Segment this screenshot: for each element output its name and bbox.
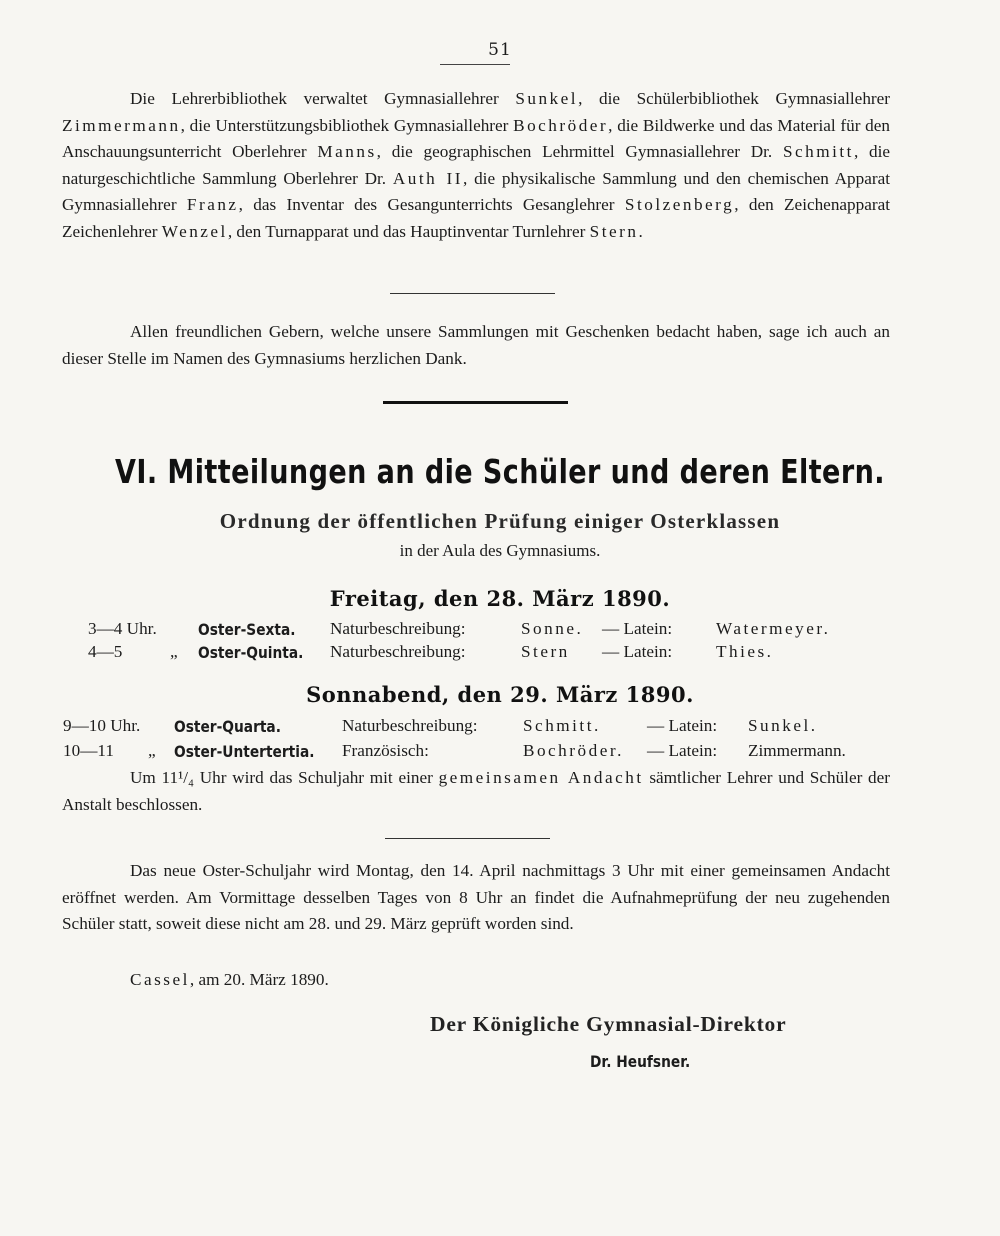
- day2-heading: Sonnabend, den 29. März 1890.: [306, 682, 694, 707]
- signature-name: Dr. Heufsner.: [590, 1052, 691, 1071]
- closing-paragraph-text: Um 11¹/₄ Uhr wird das Schuljahr mit einer gemeinsamen Andacht sämtlicher Lehrer und Schüler der Anstalt beschlossen.: [62, 768, 890, 814]
- section-separator: [383, 401, 568, 404]
- page-number: 51: [488, 40, 512, 60]
- schedule-time: 10—11: [63, 741, 114, 760]
- schedule-subject: Französisch:: [342, 741, 429, 760]
- schedule-teacher: Watermeyer.: [716, 619, 831, 638]
- schedule-row: [0, 642, 1000, 666]
- thanks-paragraph: [62, 319, 890, 372]
- schedule-teacher: Thies.: [716, 642, 774, 661]
- schedule-subject: — Latein:: [647, 716, 718, 735]
- thanks-paragraph-text: Allen freundlichen Gebern, welche unsere Sammlungen mit Geschenken bedacht haben, sage ich auch an dieser Stelle im Namen des Gymnasiums herzlichen Dank.: [62, 322, 890, 368]
- page-number-rule: [440, 64, 510, 65]
- schedule-time: 3—4 Uhr.: [88, 619, 157, 638]
- place-date: [62, 967, 890, 994]
- new-term-paragraph: [62, 858, 890, 938]
- new-term-paragraph-text: Das neue Oster-Schuljahr wird Montag, den 14. April nachmittags 3 Uhr mit einer gemeinsamen Andacht eröffnet werden. Am Vormittage desselben Tages von 8 Uhr an findet die Aufnahmeprüfung der neu zugehenden Schüler statt, soweit diese nicht am 28. und 29. März geprüft worden sind.: [62, 861, 890, 933]
- schedule-class: Oster-Quinta.: [198, 643, 304, 662]
- separator-rule: [390, 293, 555, 294]
- place-date-text: Cassel, am 20. März 1890.: [130, 970, 329, 989]
- signature-title: Der Königliche Gymnasial-Direktor: [430, 1012, 787, 1036]
- schedule-subject: Naturbeschreibung:: [342, 716, 478, 735]
- schedule-teacher: Bochröder.: [523, 741, 624, 760]
- schedule-class: Oster-Sexta.: [198, 620, 296, 639]
- library-paragraph-text: Die Lehrerbibliothek verwaltet Gymnasiallehrer Sunkel, die Schülerbibliothek Gymnasiallehrer Zimmermann, die Unterstützungsbibliothek Gymnasiallehrer Bochröder, die Bildwerke und das Material für den Anschauungsunterricht Oberlehrer Manns, die geographischen Lehrmittel Gymnasiallehrer Dr. Schmitt, die naturgeschichtliche Sammlung Oberlehrer Dr. Auth II, die physikalische Sammlung und den chemischen Apparat Gymnasiallehrer Franz, das Inventar des Gesangunterrichts Gesanglehrer Stolzenberg, den Zeichenapparat Zeichenlehrer Wenzel, den Turnapparat und das Hauptinventar Turnlehrer Stern.: [62, 89, 890, 241]
- library-paragraph: [62, 86, 890, 245]
- schedule-subject: — Latein:: [602, 619, 673, 638]
- schedule-subject: Naturbeschreibung:: [330, 619, 466, 638]
- ditto-mark: „: [170, 642, 178, 661]
- schedule-time: 9—10 Uhr.: [63, 716, 141, 735]
- schedule-teacher: Schmitt.: [523, 716, 601, 735]
- schedule-teacher: Sonne.: [521, 619, 584, 638]
- section-title: VI. Mitteilungen an die Schüler und deren Eltern.: [115, 452, 885, 491]
- schedule-class: Oster-Untertertia.: [174, 742, 315, 761]
- schedule-row: [0, 741, 1000, 765]
- schedule-teacher: Sunkel.: [748, 716, 818, 735]
- schedule-subject: — Latein:: [647, 741, 718, 760]
- day1-heading: Freitag, den 28. März 1890.: [329, 586, 671, 611]
- closing-paragraph: [62, 765, 890, 818]
- schedule-row: [0, 716, 1000, 740]
- ditto-mark: „: [148, 741, 156, 760]
- schedule-class: Oster-Quarta.: [174, 717, 281, 736]
- exam-subtitle: Ordnung der öffentlichen Prüfung einiger Osterklassen: [219, 509, 781, 533]
- schedule-teacher: Zimmermann.: [748, 741, 846, 760]
- separator-rule: [385, 838, 550, 839]
- exam-location: in der Aula des Gymnasiums.: [399, 541, 601, 560]
- schedule-teacher: Stern: [521, 642, 570, 661]
- schedule-row: [0, 619, 1000, 643]
- schedule-subject: Naturbeschreibung:: [330, 642, 466, 661]
- schedule-time: 4—5: [88, 642, 123, 661]
- schedule-subject: — Latein:: [602, 642, 673, 661]
